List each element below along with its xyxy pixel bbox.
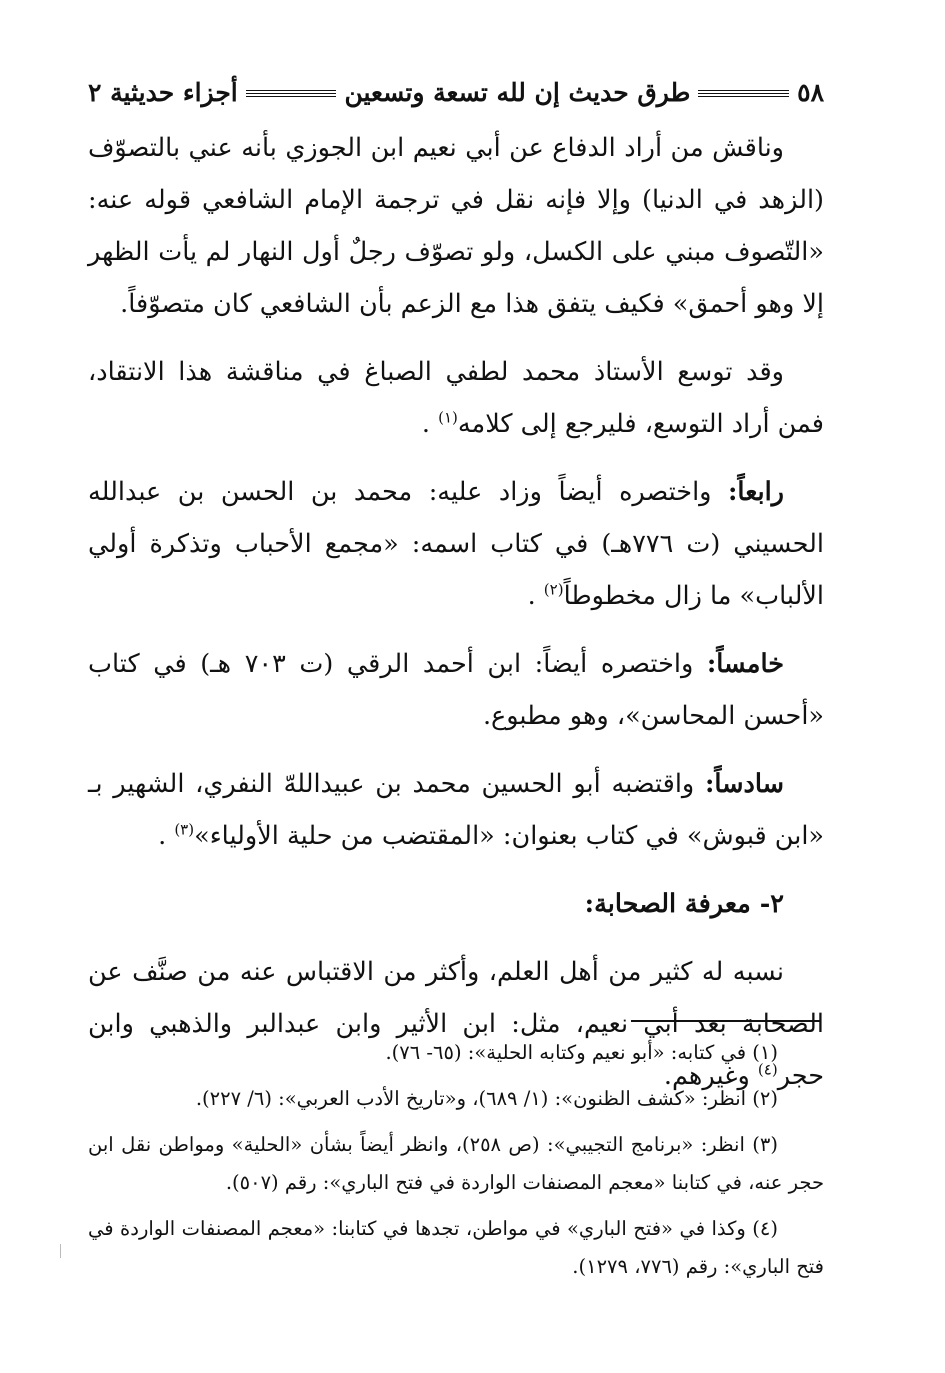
lead-fourth: رابعاً:: [728, 477, 784, 507]
paragraph-sixth: [88, 758, 824, 862]
footnotes: [88, 1034, 824, 1294]
paragraph-sabbagh: [88, 346, 824, 450]
lead-sixth: سادساً:: [704, 769, 784, 799]
footnote-ref-3: (٣): [174, 820, 195, 839]
running-title: طرق حديث إن لله تسعة وتسعين: [344, 77, 691, 107]
sentence-end: .: [421, 409, 430, 439]
paragraph-discussion: وناقش من أراد الدفاع عن أبي نعيم ابن الجوزي بأنه عني بالتصوّف (الزهد في الدنيا) وإلا فإنه نقل في ترجمة الإمام الشافعي قوله عنه: «التّصوف مبني على الكسل، ولو تصوّف رجلٌ أول النهار لم يأت الظهر إلا وهو أحمق» فكيف يتفق هذا مع الزعم بأن الشافعي كان متصوّفاً.: [88, 133, 824, 319]
footnote-ref-1: (١): [438, 408, 458, 427]
paragraph-fourth: [88, 466, 824, 622]
running-header: [88, 72, 824, 112]
footnote-ref-2: (٢): [543, 580, 564, 599]
page-number: ٥٨: [797, 77, 824, 107]
header-rule-right: [246, 90, 337, 99]
main-text: [88, 122, 824, 1118]
sentence-end: .: [527, 581, 536, 611]
footnote-4: (٤) وكذا في «فتح الباري» في مواطن، تجدها في كتابنا: «معجم المصنفات الواردة في فتح الباري»: رقم (٧٧٦، ١٢٧٩).: [88, 1217, 824, 1278]
header-rule-left: [698, 90, 789, 99]
paragraph-sabbagh-text: وقد توسع الأستاذ محمد لطفي الصباغ في مناقشة هذا الانتقاد، فمن أراد التوسع، فليرجع إلى كلامه: [88, 357, 824, 439]
sentence-end: .: [158, 821, 167, 851]
paragraph-sahaba-end: وغيرهم.: [663, 1061, 750, 1091]
book-title: أجزاء حديثية ٢: [87, 77, 238, 107]
paragraph-fifth-text: واختصره أيضاً: ابن أحمد الرقي (ت ٧٠٣ هـ) في كتاب «أحسن المحاسن»، وهو مطبوع.: [88, 649, 824, 731]
margin-mark: [60, 1244, 61, 1258]
footnote-3: (٣) انظر: «برنامج التجيبي»: (ص ٢٥٨)، وانظر أيضاً بشأن «الحلية» ومواطن نقل ابن حجر عنه، في كتابنا «معجم المصنفات الواردة في فتح الباري»: رقم (٥٠٧).: [88, 1133, 824, 1194]
footnote-separator: [631, 1020, 821, 1022]
paragraph-sixth-text: واقتضبه أبو الحسين محمد بن عبيداللهّ النفري، الشهير بـ «ابن قبوش» في كتاب بعنوان: «المقتضب من حلية الأولياء»: [88, 769, 824, 851]
paragraph-fourth-text: واختصره أيضاً وزاد عليه: محمد بن الحسن بن عبدالله الحسيني (ت ٧٧٦هـ) في كتاب اسمه: «مجمع الأحباب وتذكرة أولي الألباب» ما زال مخطوطاً: [88, 477, 824, 611]
footnote-1: (١) في كتابه: «أبو نعيم وكتابه الحلية»: (٦٥- ٧٦).: [385, 1041, 778, 1064]
paragraph-sahaba-text: نسبه له كثير من أهل العلم، وأكثر من الاقتباس عنه من صنَّف عن الصحابة بعد أبي نعيم، مثل: ابن الأثير وابن عبدالبر والذهبي وابن حجر: [88, 957, 824, 1091]
section-heading: ٢- معرفة الصحابة:: [584, 889, 784, 919]
footnote-ref-4: (٤): [757, 1060, 778, 1079]
lead-fifth: خامساً:: [706, 649, 784, 679]
paragraph-fifth: [88, 638, 824, 742]
footnote-2: (٢) انظر: «كشف الظنون»: (١/ ٦٨٩)، و«تاريخ الأدب العربي»: (٦/ ٢٢٧).: [195, 1087, 778, 1110]
